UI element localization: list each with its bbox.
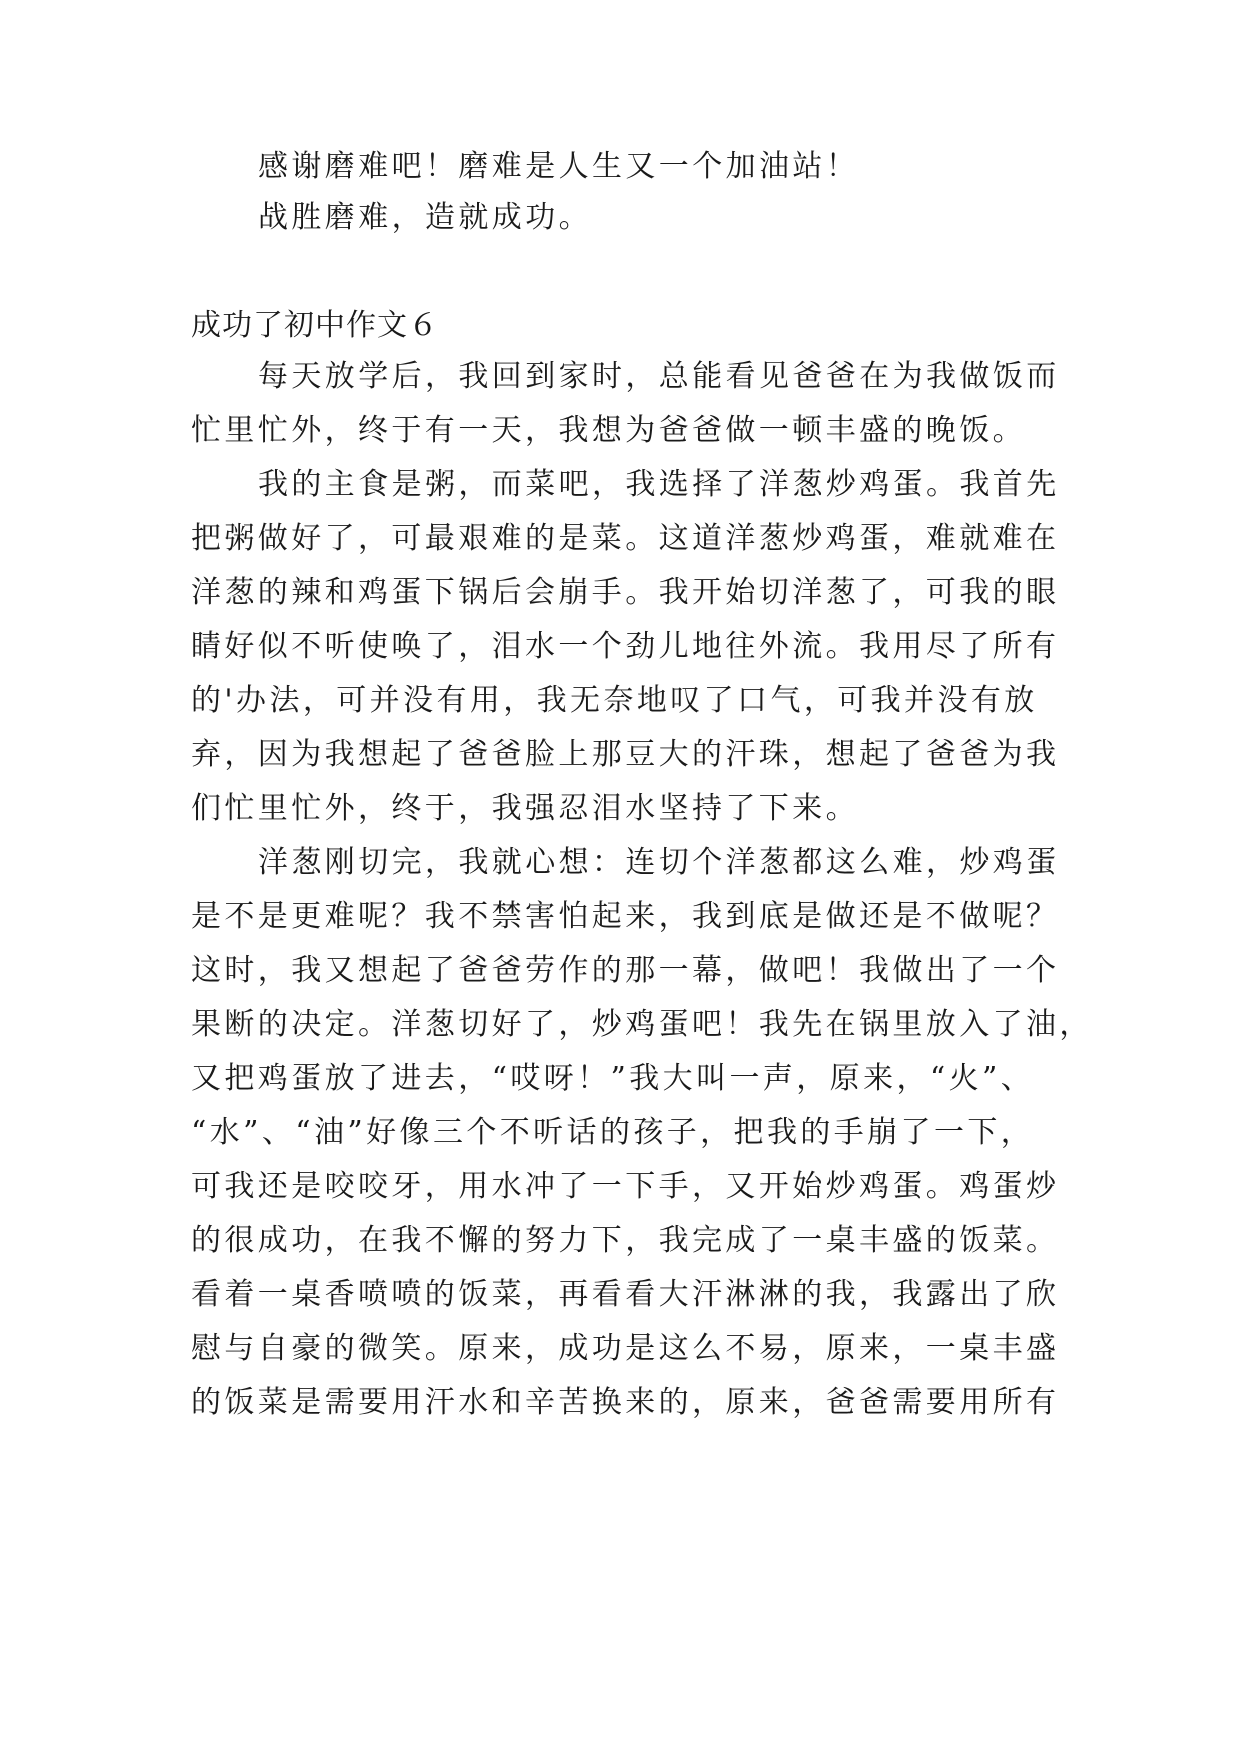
paragraph-3-line-9: 看着一桌香喷喷的饭菜，再看看大汗淋淋的我，我露出了欣	[191, 1277, 1060, 1312]
paragraph-2-line-7: 们忙里忙外，终于，我强忍泪水坚持了下来。	[191, 791, 859, 826]
paragraph-2-line-2: 把粥做好了，可最艰难的是菜。这道洋葱炒鸡蛋，难就难在	[191, 521, 1060, 556]
paragraph-3-line-3: 这时，我又想起了爸爸劳作的那一幕，做吧！我做出了一个	[191, 953, 1060, 988]
paragraph-3-line-2: 是不是更难呢？我不禁害怕起来，我到底是做还是不做呢？	[191, 899, 1060, 934]
paragraph-2-line-4: 睛好似不听使唤了，泪水一个劲儿地往外流。我用尽了所有	[191, 629, 1060, 664]
paragraph-2-line-6: 弃，因为我想起了爸爸脸上那豆大的汗珠，想起了爸爸为我	[191, 737, 1060, 772]
paragraph-3-line-10: 慰与自豪的微笑。原来，成功是这么不易，原来，一桌丰盛	[191, 1331, 1060, 1366]
paragraph-1-line-1: 每天放学后，我回到家时，总能看见爸爸在为我做饭而	[258, 359, 1060, 394]
paragraph-3-line-11: 的饭菜是需要用汗水和辛苦换来的，原来，爸爸需要用所有	[191, 1385, 1060, 1420]
paragraph-3-line-6: “水”、“油”好像三个不听话的孩子，把我的手崩了一下，	[191, 1115, 1035, 1150]
paragraph-2-line-1: 我的主食是粥，而菜吧，我选择了洋葱炒鸡蛋。我首先	[258, 467, 1060, 502]
paragraph-3-line-4: 果断的决定。洋葱切好了，炒鸡蛋吧！我先在锅里放入了油，	[191, 1007, 1093, 1042]
closing-line-1: 感谢磨难吧！磨难是人生又一个加油站！	[258, 149, 860, 184]
paragraph-2-line-3: 洋葱的辣和鸡蛋下锅后会崩手。我开始切洋葱了，可我的眼	[191, 575, 1060, 610]
essay-title: 成功了初中作文６	[191, 308, 439, 343]
paragraph-1-line-2: 忙里忙外，终于有一天，我想为爸爸做一顿丰盛的晚饭。	[191, 413, 1026, 448]
paragraph-3-line-1: 洋葱刚切完，我就心想：连切个洋葱都这么难，炒鸡蛋	[258, 845, 1060, 880]
closing-line-2: 战胜磨难，造就成功。	[258, 200, 592, 235]
paragraph-3-line-7: 可我还是咬咬牙，用水冲了一下手，又开始炒鸡蛋。鸡蛋炒	[191, 1169, 1060, 1204]
paragraph-3-line-5: 又把鸡蛋放了进去，“哎呀！”我大叫一声，原来，“火”、	[191, 1061, 1035, 1096]
paragraph-2-line-5: 的'办法，可并没有用，我无奈地叹了口气，可我并没有放	[191, 683, 1038, 718]
paragraph-3-line-8: 的很成功，在我不懈的努力下，我完成了一桌丰盛的饭菜。	[191, 1223, 1060, 1258]
